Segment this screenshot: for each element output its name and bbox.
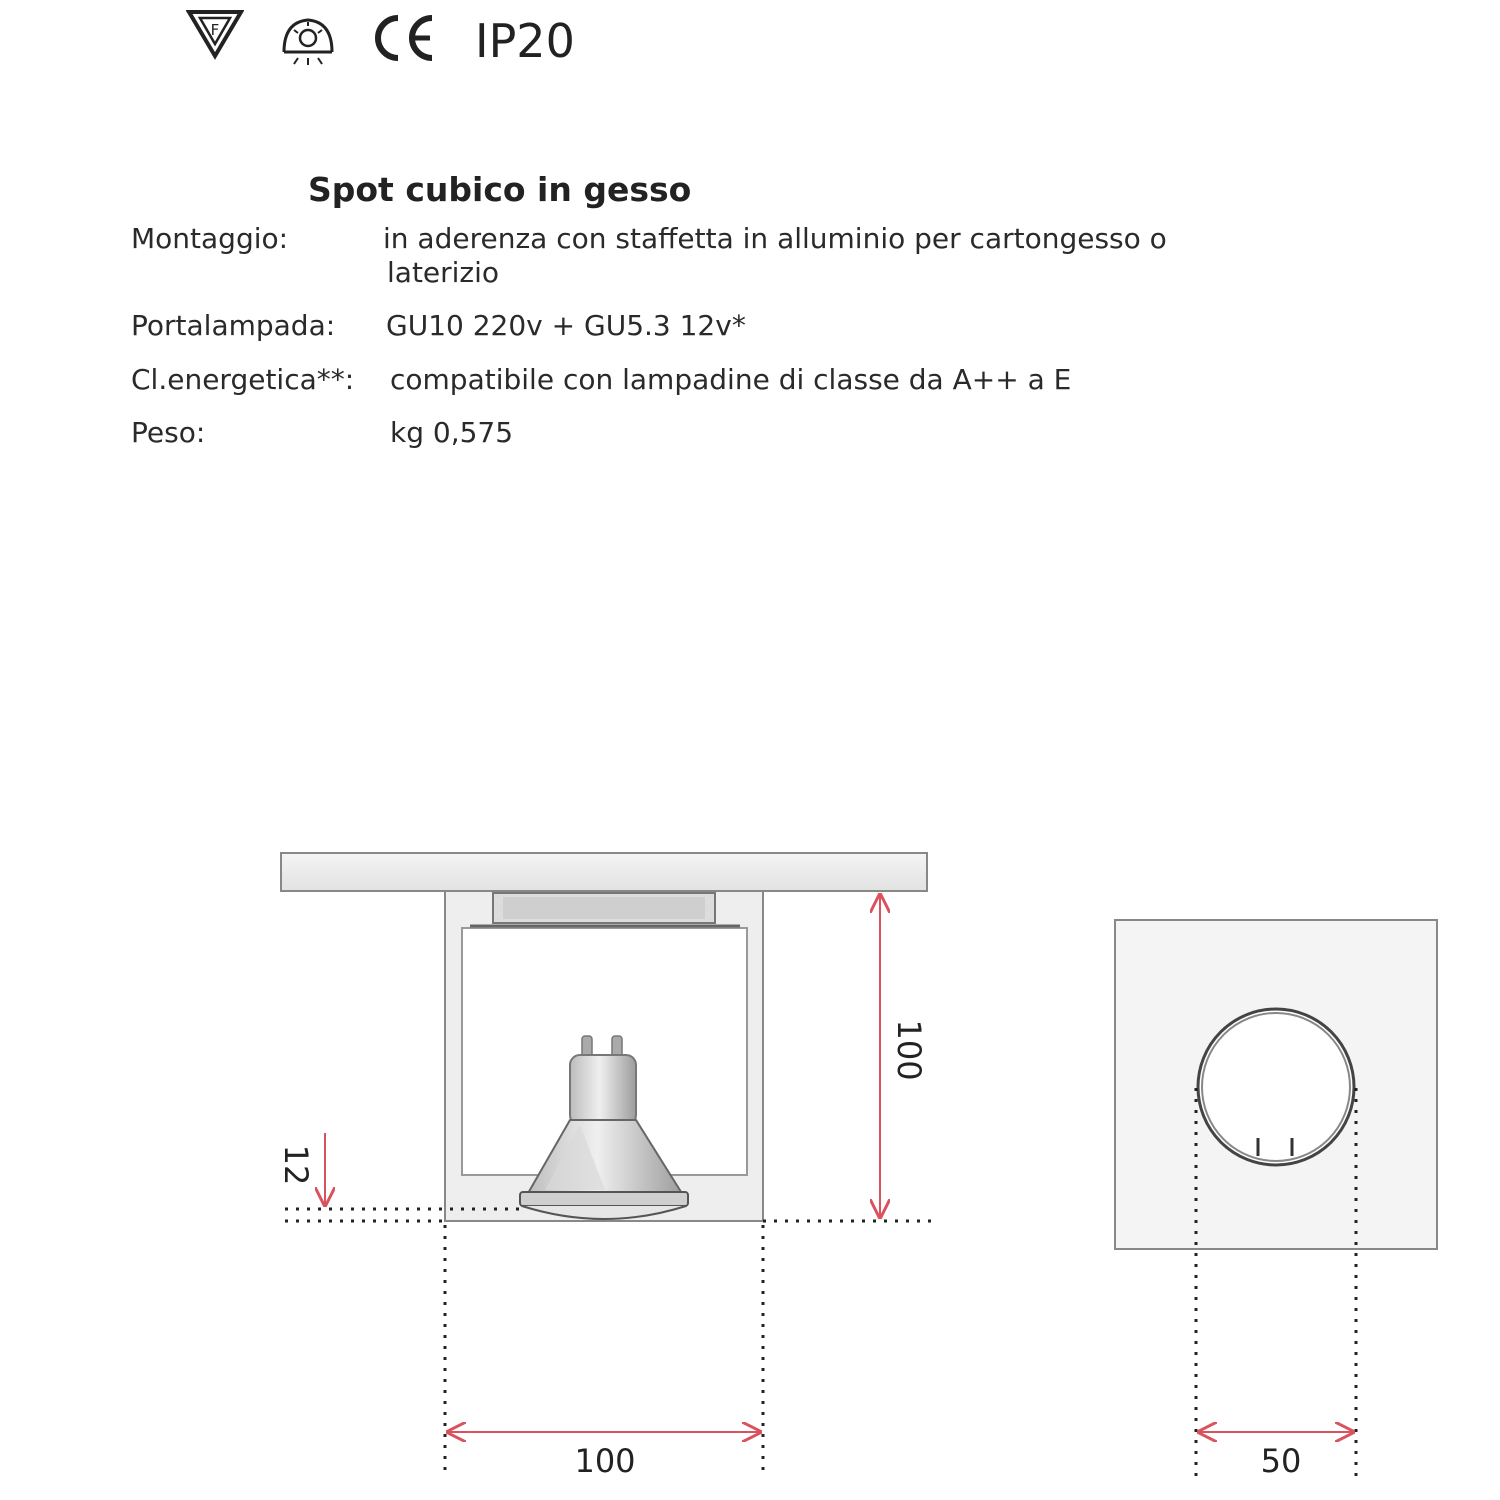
f-mark-letter: F	[210, 21, 220, 39]
height-dimension-label: 100	[890, 1019, 928, 1081]
recess-dimension-label: 12	[277, 1144, 315, 1186]
spec-value-mounting: in aderenza con staffetta in alluminio per cartongesso o	[383, 222, 1167, 255]
ip-rating: IP20	[475, 14, 575, 68]
spec-value-weight: kg 0,575	[390, 416, 514, 449]
spec-label-lampholder: Portalampada:	[131, 309, 336, 342]
spec-value-mounting-cont: laterizio	[387, 256, 500, 289]
front-view	[1115, 920, 1437, 1480]
spec-value-lampholder: GU10 220v + GU5.3 12v*	[386, 309, 746, 342]
spec-label-weight: Peso:	[131, 416, 206, 449]
side-view	[277, 853, 935, 1480]
light-aperture	[1198, 1009, 1354, 1165]
width-dimension-label: 100	[574, 1442, 636, 1480]
spec-label-mounting: Montaggio:	[131, 222, 289, 255]
product-title: Spot cubico in gesso	[308, 170, 692, 209]
diameter-dimension-label: 50	[1260, 1442, 1302, 1480]
ceiling-slab	[281, 853, 927, 891]
spec-label-energy-class: Cl.energetica**:	[131, 363, 355, 396]
spec-value-energy-class: compatibile con lampadine di classe da A++ a E	[390, 363, 1072, 396]
